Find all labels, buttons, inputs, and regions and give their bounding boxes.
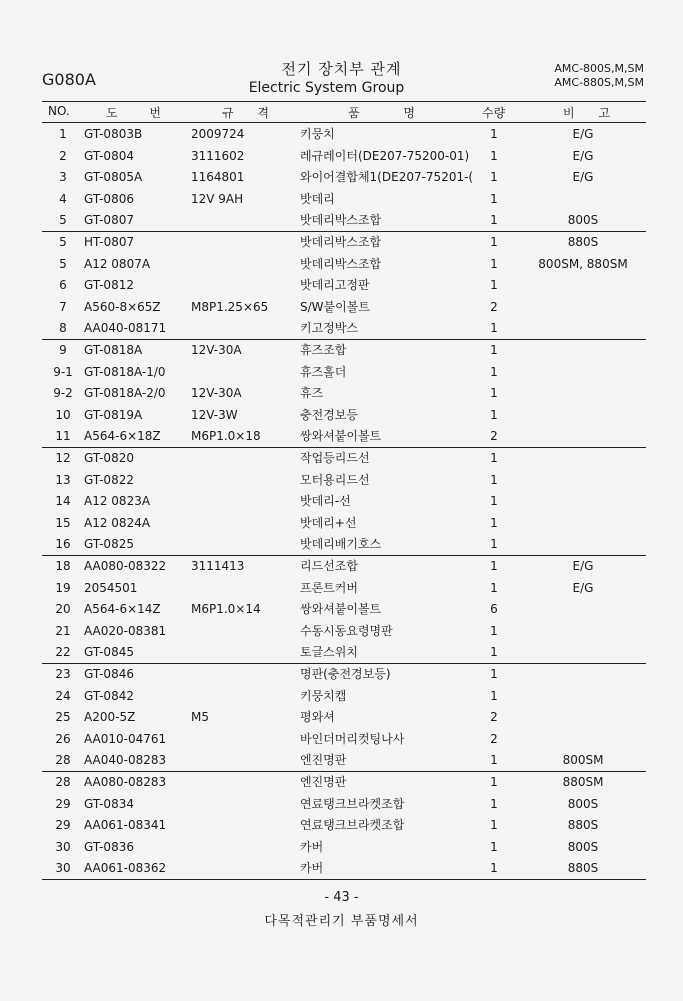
part-name: 밧데리박스조합: [300, 256, 382, 271]
table-row: [0, 275, 683, 296]
drawing-number: AA040-08171: [84, 321, 167, 336]
part-no: 3: [59, 170, 67, 185]
drawing-number: GT-0836: [84, 839, 134, 854]
part-name: S/W붙이볼트: [300, 299, 370, 314]
table-row: [0, 405, 683, 426]
part-name: 밧데리고정판: [300, 278, 370, 293]
specification: M6P1.0×18: [191, 429, 261, 444]
remarks: 880S: [567, 818, 599, 833]
part-no: 9-1: [53, 364, 73, 379]
remarks: 800S: [567, 839, 599, 854]
quantity: 1: [490, 321, 498, 336]
remarks: 800S: [567, 213, 599, 228]
drawing-number: A564-6×14Z: [84, 602, 161, 617]
part-no: 24: [55, 688, 71, 703]
col-header-no: NO.: [48, 104, 70, 118]
table-row: [0, 297, 683, 318]
quantity: 1: [490, 623, 498, 638]
table-row: [0, 621, 683, 642]
specification: M8P1.25×65: [191, 299, 269, 314]
part-no: 22: [55, 645, 71, 660]
drawing-number: GT-0825: [84, 537, 134, 552]
part-name: 밧데리박스조합: [300, 213, 382, 228]
drawing-number: A560-8×65Z: [84, 299, 161, 314]
table-row: [0, 664, 683, 685]
part-name: 키뭉치: [300, 127, 335, 141]
drawing-number: A12 0824A: [84, 515, 151, 530]
specification: 12V-30A: [191, 386, 242, 401]
quantity: 6: [490, 602, 498, 617]
quantity: 1: [490, 667, 498, 681]
part-name: 쌍와셔붙이볼트: [300, 429, 382, 444]
part-no: 28: [55, 753, 71, 768]
drawing-number: GT-0846: [84, 667, 134, 681]
quantity: 1: [490, 472, 498, 487]
quantity: 1: [490, 559, 498, 573]
part-no: 20: [55, 602, 71, 617]
col-header-qty: 수량: [482, 106, 506, 120]
part-name: 평와셔: [300, 710, 335, 725]
part-name: 카버: [300, 839, 324, 854]
part-no: 5: [59, 256, 67, 271]
quantity: 1: [490, 839, 498, 854]
quantity: 1: [490, 386, 498, 401]
part-no: 8: [59, 321, 67, 336]
specification: 3111413: [191, 559, 245, 573]
part-name: 연료탱크브라켓조합: [300, 796, 405, 811]
quantity: 1: [490, 494, 498, 509]
drawing-number: GT-0820: [84, 451, 134, 465]
part-no: 15: [55, 515, 71, 530]
quantity: 1: [490, 861, 498, 876]
remarks: 800S: [567, 796, 599, 811]
page-number: - 43 -: [324, 890, 359, 905]
part-name: 연료탱크브라켓조합: [300, 818, 405, 833]
specification: 3111602: [191, 148, 245, 163]
quantity: 1: [490, 364, 498, 379]
part-no: 11: [55, 429, 71, 444]
part-name: 키고정박스: [300, 321, 358, 336]
part-no: 28: [55, 775, 71, 789]
remarks: E/G: [572, 127, 594, 141]
title-english: Electric System Group: [248, 80, 405, 96]
table-row: [0, 707, 683, 728]
specification: M6P1.0×14: [191, 602, 261, 617]
quantity: 1: [490, 191, 498, 206]
part-name: 프론트커버: [300, 580, 358, 595]
part-name: 모터용리드선: [300, 472, 370, 487]
drawing-number: GT-0834: [84, 796, 134, 811]
part-no: 18: [55, 559, 71, 573]
drawing-number: GT-0805A: [84, 170, 143, 185]
quantity: 2: [490, 710, 498, 725]
part-name: 레규레이터(DE207-75200-01): [300, 148, 470, 163]
drawing-number: A200-5Z: [84, 710, 136, 725]
table-row: [0, 729, 683, 750]
drawing-number: GT-0845: [84, 645, 134, 660]
header-top-rule: [42, 101, 646, 102]
table-row: [0, 470, 683, 491]
table-row: [0, 210, 683, 231]
drawing-number: GT-0818A-1/0: [84, 364, 166, 379]
part-no: 30: [55, 861, 71, 876]
table-row: [0, 858, 683, 879]
drawing-number: GT-0807: [84, 213, 134, 228]
table-row: [0, 599, 683, 620]
part-no: 19: [55, 580, 71, 595]
drawing-number: A564-6×18Z: [84, 429, 161, 444]
table-row: [0, 146, 683, 167]
quantity: 2: [490, 299, 498, 314]
drawing-number: GT-0822: [84, 472, 134, 487]
table-row: [0, 167, 683, 188]
specification: 12V 9AH: [191, 191, 244, 206]
part-name: 쌍와셔붙이볼트: [300, 602, 382, 617]
drawing-number: HT-0807: [84, 235, 135, 249]
quantity: 1: [490, 235, 498, 249]
col-header-drawing: 도 번: [106, 106, 161, 120]
part-name: 밧데리: [300, 191, 335, 206]
remarks: E/G: [572, 170, 594, 185]
quantity: 1: [490, 775, 498, 789]
model-line-2: AMC-880S,M,SM: [554, 76, 644, 89]
table-row: [0, 340, 683, 361]
quantity: 1: [490, 753, 498, 768]
part-name: 엔진명판: [300, 775, 347, 789]
drawing-number: GT-0803B: [84, 127, 143, 141]
table-row: [0, 318, 683, 339]
part-no: 26: [55, 731, 71, 746]
part-no: 10: [55, 407, 71, 422]
table-row: [0, 686, 683, 707]
table-row: [0, 254, 683, 275]
remarks: E/G: [572, 580, 594, 595]
part-no: 23: [55, 667, 71, 681]
part-no: 4: [59, 191, 67, 206]
table-row: [0, 750, 683, 771]
col-header-name: 품 명: [348, 106, 415, 120]
table-row: [0, 189, 683, 210]
part-name: 토글스위치: [300, 645, 358, 660]
quantity: 1: [490, 407, 498, 422]
table-row: [0, 448, 683, 469]
part-name: 명판(충전경보등): [300, 667, 391, 681]
group-separator: [42, 879, 646, 880]
drawing-number: AA020-08381: [84, 623, 167, 638]
table-row: [0, 362, 683, 383]
model-line-1: AMC-800S,M,SM: [554, 62, 644, 75]
part-no: 9-2: [53, 386, 73, 401]
drawing-number: AA080-08283: [84, 775, 167, 789]
specification: 1164801: [191, 170, 245, 185]
table-row: [0, 772, 683, 793]
specification: 2009724: [191, 127, 245, 141]
specification: 12V-3W: [191, 407, 238, 422]
table-row: [0, 578, 683, 599]
drawing-number: GT-0812: [84, 278, 134, 293]
part-no: 1: [59, 127, 67, 141]
part-no: 30: [55, 839, 71, 854]
drawing-number: AA061-08362: [84, 861, 167, 876]
quantity: 1: [490, 537, 498, 552]
part-name: 카버: [300, 861, 324, 876]
drawing-number: A12 0807A: [84, 256, 151, 271]
quantity: 1: [490, 256, 498, 271]
drawing-number: 2054501: [84, 580, 138, 595]
table-row: [0, 556, 683, 577]
remarks: E/G: [572, 148, 594, 163]
part-name: 휴즈조합: [300, 343, 347, 357]
drawing-number: GT-0818A: [84, 343, 143, 357]
drawing-number: GT-0804: [84, 148, 134, 163]
part-name: 밧데리+선: [300, 515, 357, 530]
part-no: 16: [55, 537, 71, 552]
part-no: 13: [55, 472, 71, 487]
part-name: 엔진명판: [300, 753, 347, 768]
remarks: E/G: [572, 559, 594, 573]
specification: M5: [191, 710, 209, 725]
remarks: 880S: [567, 861, 599, 876]
quantity: 1: [490, 515, 498, 530]
table-row: [0, 491, 683, 512]
quantity: 1: [490, 645, 498, 660]
part-no: 9: [59, 343, 67, 357]
part-name: 휴즈홀더: [300, 364, 347, 379]
quantity: 1: [490, 127, 498, 141]
table-row: [0, 815, 683, 836]
quantity: 2: [490, 429, 498, 444]
table-row: [0, 124, 683, 145]
quantity: 1: [490, 213, 498, 228]
remarks: 800SM, 880SM: [538, 256, 628, 271]
quantity: 1: [490, 170, 498, 185]
drawing-number: AA061-08341: [84, 818, 167, 833]
part-no: 2: [59, 148, 67, 163]
title-korean: 전기 장치부 관계: [281, 60, 402, 78]
part-no: 7: [59, 299, 67, 314]
document-name: 다목적관리기 부품명세서: [264, 914, 419, 929]
table-row: [0, 642, 683, 663]
quantity: 1: [490, 148, 498, 163]
part-name: 바인더머리컷팅나사: [300, 731, 405, 746]
table-row: [0, 383, 683, 404]
drawing-number: GT-0818A-2/0: [84, 386, 166, 401]
part-name: 와이어결합체1(DE207-75201-(: [300, 170, 474, 185]
part-name: 작업등리드선: [300, 451, 370, 465]
part-name: 충전경보등: [300, 407, 358, 422]
quantity: 1: [490, 580, 498, 595]
part-no: 25: [55, 710, 71, 725]
quantity: 2: [490, 731, 498, 746]
drawing-number: A12 0823A: [84, 494, 151, 509]
quantity: 1: [490, 818, 498, 833]
part-no: 29: [55, 818, 71, 833]
table-row: [0, 837, 683, 858]
part-name: 휴즈: [300, 386, 324, 401]
drawing-number: AA010-04761: [84, 731, 167, 746]
drawing-number: GT-0819A: [84, 407, 143, 422]
specification: 12V-30A: [191, 343, 242, 357]
part-no: 14: [55, 494, 71, 509]
header-bottom-rule: [42, 122, 646, 123]
quantity: 1: [490, 278, 498, 293]
part-name: 키뭉치캡: [300, 688, 347, 703]
quantity: 1: [490, 451, 498, 465]
part-name: 리드선조합: [300, 559, 358, 573]
quantity: 1: [490, 688, 498, 703]
document-code: G080A: [42, 70, 96, 89]
col-header-spec: 규 격: [222, 106, 269, 120]
drawing-number: AA040-08283: [84, 753, 167, 768]
drawing-number: GT-0842: [84, 688, 134, 703]
part-no: 5: [59, 213, 67, 228]
remarks: 880S: [567, 235, 599, 249]
remarks: 800SM: [562, 753, 604, 768]
part-no: 12: [55, 451, 71, 465]
table-row: [0, 534, 683, 555]
quantity: 1: [490, 343, 498, 357]
part-name: 수동시동요령명판: [300, 623, 393, 638]
table-row: [0, 232, 683, 253]
table-row: [0, 426, 683, 447]
part-no: 5: [59, 235, 67, 249]
part-no: 6: [59, 278, 67, 293]
drawing-number: AA080-08322: [84, 559, 167, 573]
table-row: [0, 513, 683, 534]
table-row: [0, 794, 683, 815]
part-name: 밧데리-선: [300, 494, 351, 509]
part-name: 밧데리박스조합: [300, 235, 382, 249]
drawing-number: GT-0806: [84, 191, 134, 206]
part-name: 밧데리배기호스: [300, 537, 382, 552]
remarks: 880SM: [562, 775, 604, 789]
model-list: [540, 62, 644, 90]
part-no: 21: [55, 623, 71, 638]
part-no: 29: [55, 796, 71, 811]
quantity: 1: [490, 796, 498, 811]
col-header-remarks: 비 고: [563, 106, 610, 120]
